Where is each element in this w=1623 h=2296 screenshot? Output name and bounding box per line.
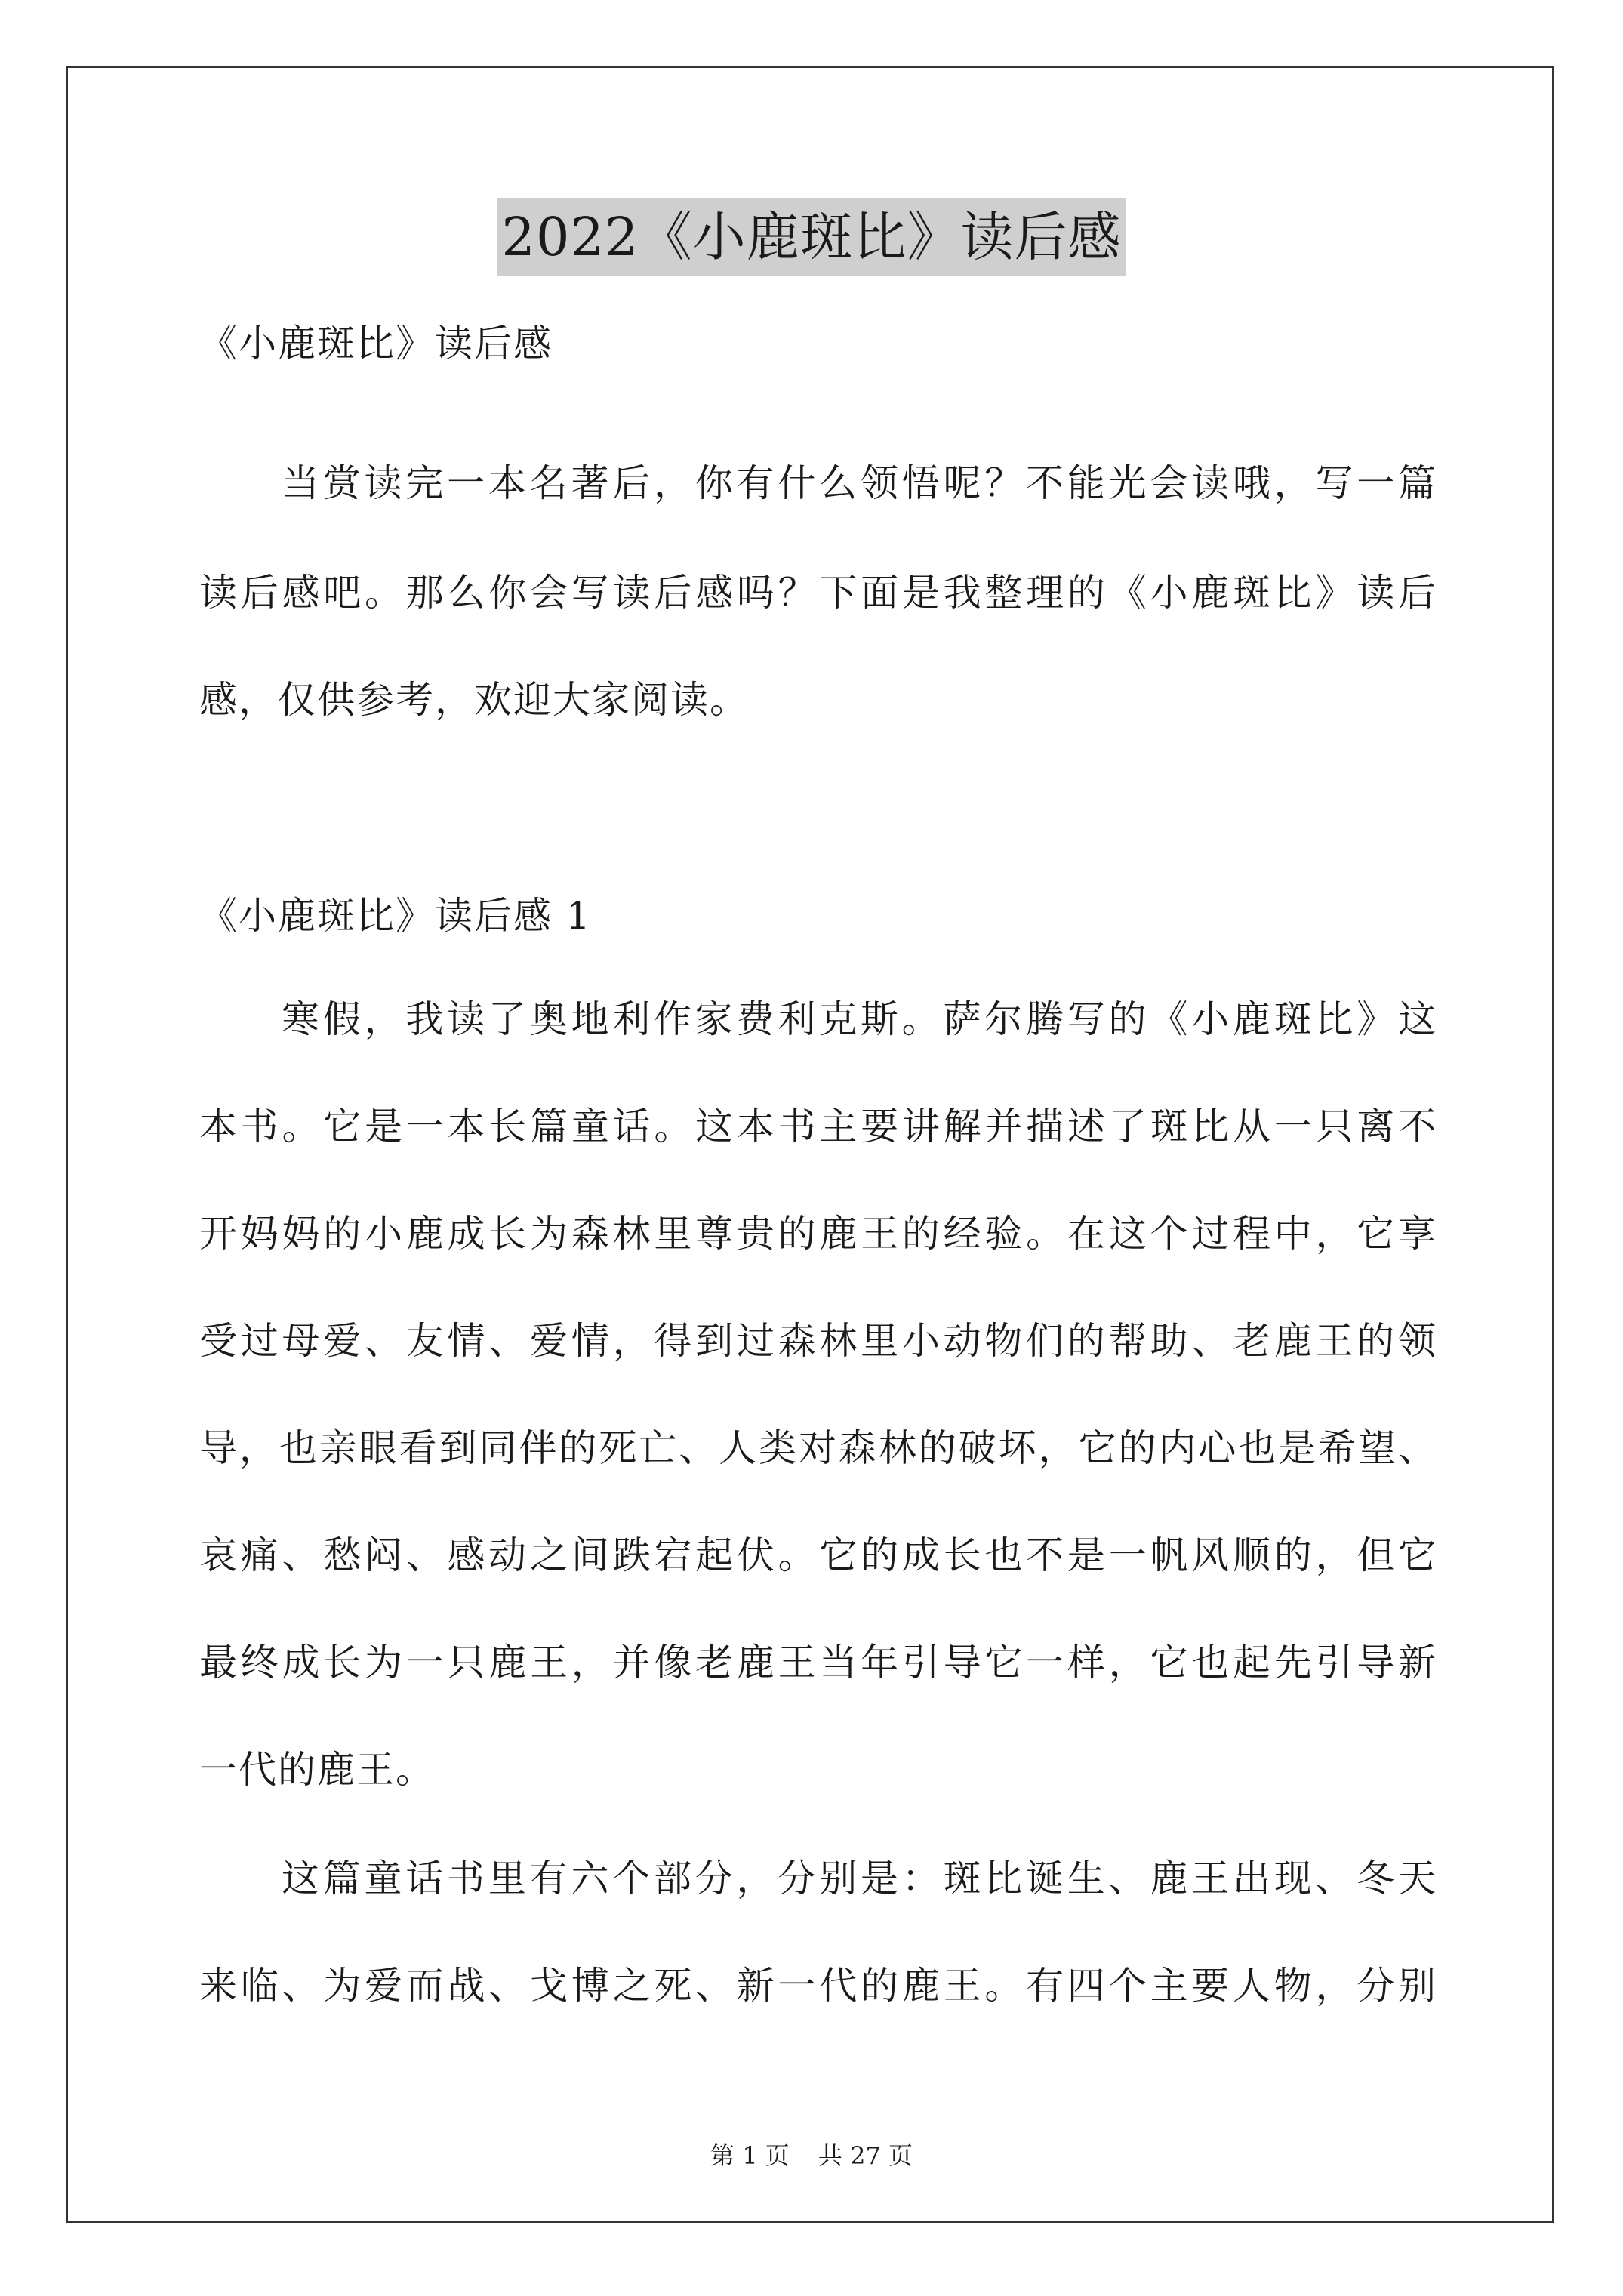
page-footer: [0, 2140, 1623, 2171]
paragraph1-line-6: 哀痛、愁闷、感动之间跌宕起伏。它的成长也不是一帆风顺的，但它: [199, 1533, 1437, 1577]
page-number-current: 第 1 页: [710, 2141, 790, 2170]
paragraph1-line-2: 本书。它是一本长篇童话。这本书主要讲解并描述了斑比从一只离不: [199, 1105, 1437, 1148]
paragraph1-line-4: 受过母爱、友情、爱情，得到过森林里小动物们的帮助、老鹿王的领: [199, 1319, 1437, 1363]
intro-line-2: 读后感吧。那么你会写读后感吗？下面是我整理的《小鹿斑比》读后: [199, 571, 1437, 615]
paragraph2-line-1: 这篇童话书里有六个部分，分别是：斑比诞生、鹿王出现、冬天: [282, 1857, 1437, 1900]
paragraph1-line-3: 开妈妈的小鹿成长为森林里尊贵的鹿王的经验。在这个过程中，它享: [199, 1212, 1437, 1256]
intro-line-3: 感，仅供参考，欢迎大家阅读。: [199, 678, 749, 722]
page-number-total: 共 27 页: [818, 2141, 913, 2170]
paragraph1-line-1: 寒假，我读了奥地利作家费利克斯。萨尔腾写的《小鹿斑比》这: [282, 997, 1437, 1041]
title-container: [0, 198, 1623, 276]
paragraph1-line-8: 一代的鹿王。: [199, 1748, 435, 1792]
paragraph2-line-2: 来临、为爱而战、戈博之死、新一代的鹿王。有四个主要人物，分别: [199, 1964, 1437, 2008]
paragraph1-line-7: 最终成长为一只鹿王，并像老鹿王当年引导它一样，它也起先引导新: [199, 1641, 1437, 1684]
intro-line-1: 当赏读完一本名著后，你有什么领悟呢？不能光会读哦，写一篇: [282, 461, 1437, 505]
subtitle: 《小鹿斑比》读后感: [199, 322, 553, 365]
paragraph1-line-5: 导，也亲眼看到同伴的死亡、人类对森林的破坏，它的内心也是希望、: [199, 1426, 1437, 1470]
document-title: 2022《小鹿斑比》读后感: [497, 198, 1126, 276]
section-heading: 《小鹿斑比》读后感 1: [199, 894, 592, 938]
